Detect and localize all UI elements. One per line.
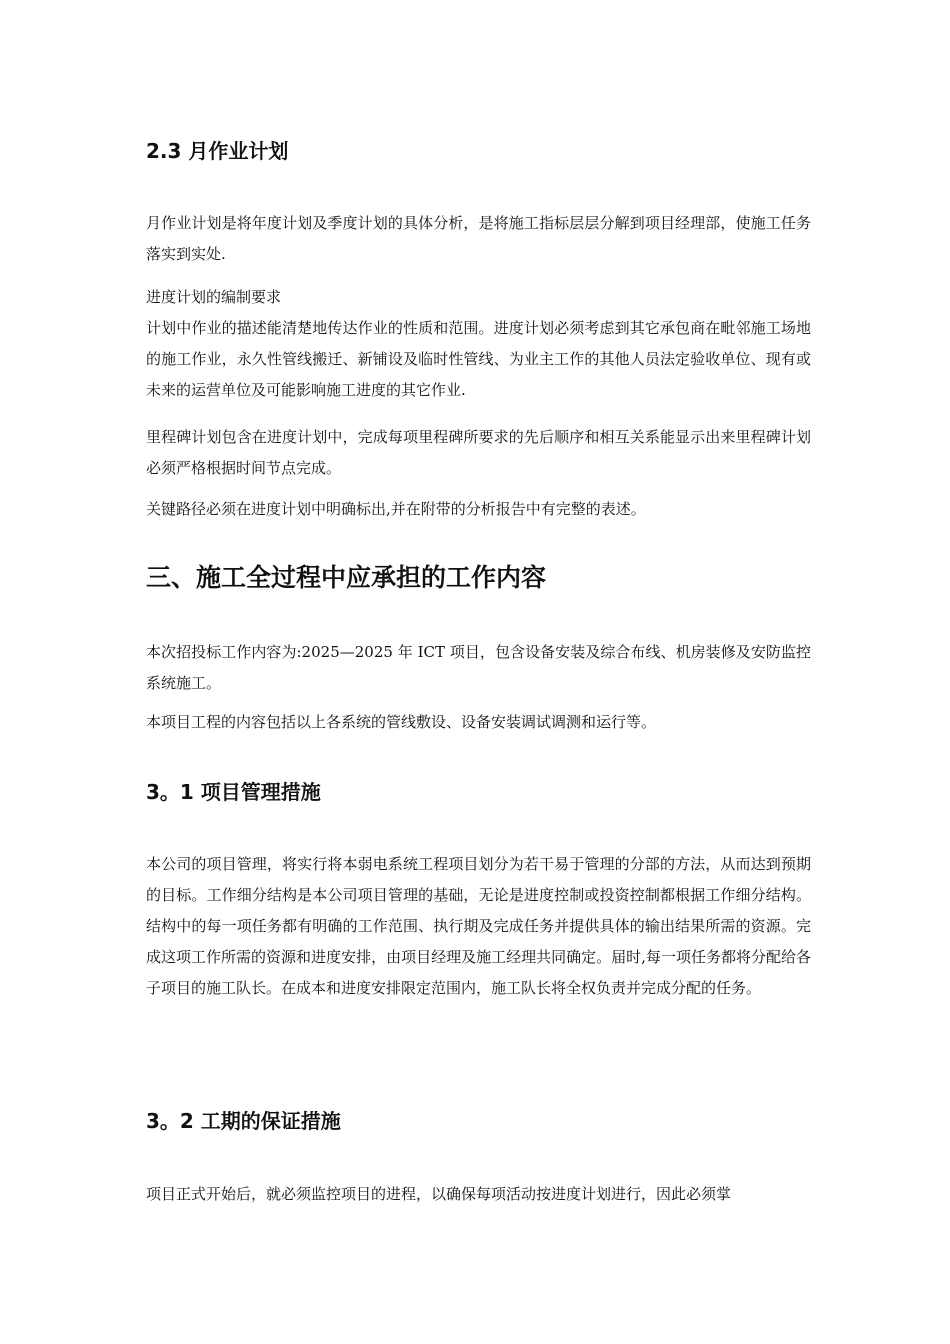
section-3-paragraph-1: 本次招投标工作内容为:2025—2025 年 ICT 项目，包含设备安装及综合布线、机房装修及安防监控系统施工。 <box>146 643 811 692</box>
section-3-1-paragraph-1: 本公司的项目管理，将实行将本弱电系统工程项目划分为若干易于管理的分部的方法，从而达到预期的目标。工作细分结构是本公司项目管理的基础，无论是进度控制或投资控制都根据工作细分结构。结构中的每一项任务都有明确的工作范围、执行期及完成任务并提供具体的输出结果所需的资源。完成这项工作所需的资源和进度安排，由项目经理及施工经理共同确定。届时,每一项任务都将分配给各子项目的施工队长。在成本和进度安排限定范围内，施工队长将全权负责并完成分配的任务。 <box>146 855 811 997</box>
section-3-heading: 三、施工全过程中应承担的工作内容 <box>146 563 547 592</box>
section-2-3-heading: 2.3 月作业计划 <box>146 139 289 163</box>
section-2-3-paragraph-1: 月作业计划是将年度计划及季度计划的具体分析，是将施工指标层层分解到项目经理部，使施工任务落实到实处. <box>146 214 811 263</box>
section-3-paragraph-2: 本项目工程的内容包括以上各系统的管线敷设、设备安装调试调测和运行等。 <box>146 713 657 731</box>
section-2-3-paragraph-2: 计划中作业的描述能清楚地传达作业的性质和范围。进度计划必须考虑到其它承包商在毗邻施工场地的施工作业，永久性管线搬迁、新铺设及临时性管线、为业主工作的其他人员法定验收单位、现有或未来的运营单位及可能影响施工进度的其它作业. <box>146 319 811 399</box>
section-2-3-paragraph-3: 里程碑计划包含在进度计划中，完成每项里程碑所要求的先后顺序和相互关系能显示出来里程碑计划必须严格根据时间节点完成。 <box>146 428 811 477</box>
section-2-3-paragraph-4: 关键路径必须在进度计划中明确标出,并在附带的分析报告中有完整的表述。 <box>146 500 646 518</box>
section-3-2-paragraph-1: 项目正式开始后，就必须监控项目的进程，以确保每项活动按进度计划进行，因此必须掌 <box>146 1185 732 1203</box>
section-2-3-subheading: 进度计划的编制要求 <box>146 288 282 306</box>
section-3-1-heading: 3。1 项目管理措施 <box>146 780 321 804</box>
section-3-2-heading: 3。2 工期的保证措施 <box>146 1109 341 1133</box>
